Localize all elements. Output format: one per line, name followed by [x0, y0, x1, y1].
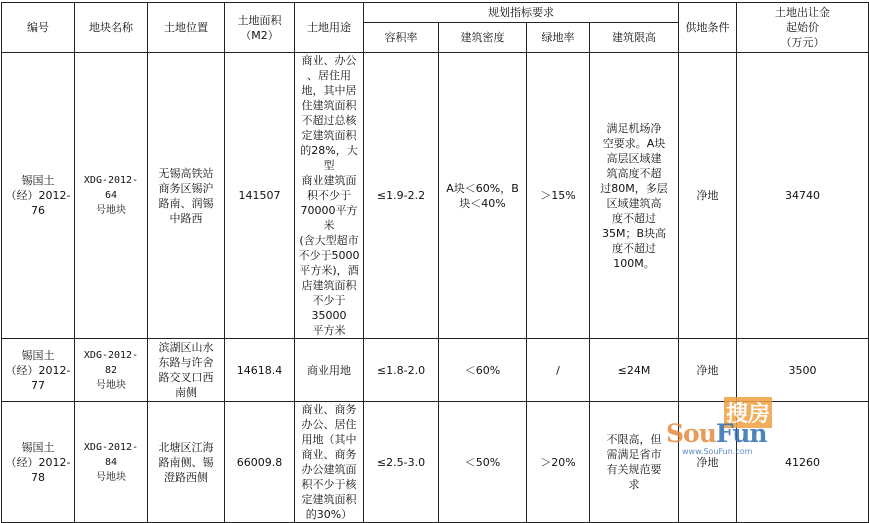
cell-location: 无锡高铁站 商务区锡沪 路南、润锡 中路西	[148, 53, 225, 339]
cell-area: 141507	[225, 53, 295, 339]
cell-price: 41260	[737, 402, 869, 523]
cell-supply: 净地	[679, 53, 737, 339]
watermark-brand-a: Sou	[666, 419, 716, 448]
header-id: 编号	[2, 3, 75, 53]
cell-green: ＞15%	[527, 53, 590, 339]
cell-height: 满足机场净 空要求。A块 高层区域建 筑高度不超 过80M，多层 区域建筑高 度不超过 35M；B块高 度不超过 100M。	[590, 53, 679, 339]
cell-density: ＜60%	[439, 339, 527, 402]
cell-green: ＞20%	[527, 402, 590, 523]
cell-location: 北塘区江海 路南侧、锡 澄路西侧	[148, 402, 225, 523]
header-area: 土地面积 （M2）	[225, 3, 295, 53]
cell-id: 锡国土 （经）2012- 78	[2, 402, 75, 523]
cell-name: XDG-2012-64 号地块	[75, 53, 148, 339]
header-density: 建筑密度	[439, 23, 527, 53]
cell-price: 34740	[737, 53, 869, 339]
cell-supply: 净地	[679, 339, 737, 402]
cell-supply: 净地	[679, 402, 737, 523]
header-use: 土地用途	[295, 3, 364, 53]
header-planning: 规划指标要求	[364, 3, 679, 23]
header-supply: 供地条件	[679, 3, 737, 53]
cell-far: ≤2.5-3.0	[364, 402, 439, 523]
table-row	[2, 339, 869, 402]
header-height: 建筑限高	[590, 23, 679, 53]
cell-price: 3500	[737, 339, 869, 402]
soufun-watermark	[666, 397, 786, 457]
cell-id: 锡国土 （经）2012- 77	[2, 339, 75, 402]
cell-far: ≤1.9-2.2	[364, 53, 439, 339]
table-row	[2, 53, 869, 339]
cell-density: A块＜60%，B 块＜40%	[439, 53, 527, 339]
cell-height: ≤24M	[590, 339, 679, 402]
header-location: 土地位置	[148, 3, 225, 53]
watermark-brand-b: Fun	[715, 419, 767, 448]
cell-area: 14618.4	[225, 339, 295, 402]
header-far: 容积率	[364, 23, 439, 53]
cell-use: 商业用地	[295, 339, 364, 402]
cell-name: XDG-2012-82 号地块	[75, 339, 148, 402]
cell-density: ＜50%	[439, 402, 527, 523]
watermark-brand	[666, 419, 767, 448]
cell-use: 商业、商务 办公、居住 用地（其中 商业、商务 办公建筑面 积不少于核 定建筑面积 的30%）	[295, 402, 364, 523]
cell-green: /	[527, 339, 590, 402]
header-name: 地块名称	[75, 3, 148, 53]
cell-id: 锡国土 （经）2012- 76	[2, 53, 75, 339]
cell-name: XDG-2012-84 号地块	[75, 402, 148, 523]
cell-far: ≤1.8-2.0	[364, 339, 439, 402]
cell-height: 不限高，但 需满足省市 有关规范要 求	[590, 402, 679, 523]
cell-location: 滨湖区山水 东路与许舍 路交叉口西 南侧	[148, 339, 225, 402]
watermark-cn-logo: 搜房	[724, 397, 772, 428]
header-price: 土地出让金 起始价 （万元）	[737, 3, 869, 53]
watermark-url: www.SouFun.com	[682, 447, 753, 456]
header-green: 绿地率	[527, 23, 590, 53]
cell-use: 商业、办公 、居住用 地，其中居 住建筑面积 不超过总核 定建筑面积 的28%，大型 商业建筑面 积不少于 70000平方米 (含大型超市 不少于5000 平方米)，酒 店建筑面积 不少于35000 平方米	[295, 53, 364, 339]
cell-area: 66009.8	[225, 402, 295, 523]
